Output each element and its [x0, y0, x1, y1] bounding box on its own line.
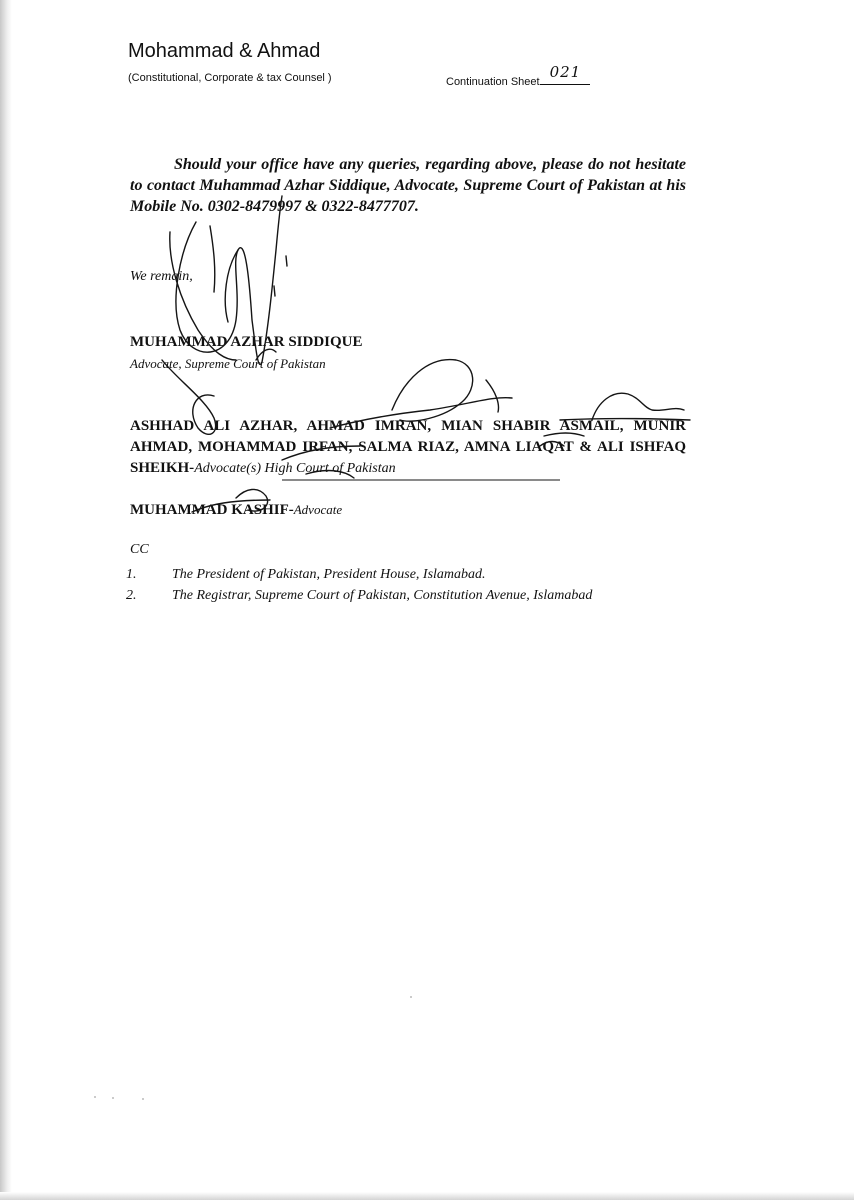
cc-item-text: The President of Pakistan, President House, Islamabad.: [172, 567, 486, 582]
scan-speck: [142, 1098, 144, 1100]
cc-item: [126, 587, 646, 605]
advocates-list: [130, 416, 686, 479]
advocate-kashif: [130, 502, 342, 519]
scan-speck: [410, 996, 412, 998]
continuation-sheet: [446, 63, 590, 88]
firm-name: Mohammad & Ahmad: [128, 40, 321, 62]
continuation-number-line: [540, 63, 590, 85]
signatory-name: MUHAMMAD AZHAR SIDDIQUE: [130, 334, 363, 350]
signatory-title: Advocate, Supreme Court of Pakistan: [130, 356, 326, 371]
cc-item-number: 2.: [126, 588, 137, 603]
cc-label: CC: [130, 542, 149, 557]
page-bottom-edge: [0, 1192, 854, 1200]
advocates-names: ASHHAD ALI AZHAR, AHMAD IMRAN, MIAN SHABIR ASMAIL, MUNIR AHMAD, MOHAMMAD IRFAN, SALMA RIAZ, AMNA LIAQAT & ALI ISHFAQ SHEIKH-: [130, 418, 686, 476]
closing-line: We remain,: [130, 269, 193, 284]
firm-subtitle: (Constitutional, Corporate & tax Counsel ): [128, 72, 332, 84]
cc-item: [126, 566, 646, 584]
continuation-label: Continuation Sheet: [446, 76, 540, 88]
scan-speck: [112, 1097, 114, 1099]
body-paragraph: Should your office have any queries, regarding above, please do not hesitate to contact Muhammad Azhar Siddique, Advocate, Supreme Court of Pakistan at his Mobile No. 0302-8479997 & 0322-8477707.: [130, 156, 686, 215]
kashif-name: MUHAMMAD KASHIF-: [130, 502, 294, 518]
advocates-role: Advocate(s) High Court of Pakistan: [194, 461, 396, 476]
kashif-role: Advocate: [293, 502, 343, 517]
cc-item-text: The Registrar, Supreme Court of Pakistan, Constitution Avenue, Islamabad: [172, 588, 593, 603]
continuation-number: 021: [549, 63, 582, 81]
scan-speck: [94, 1096, 96, 1098]
cc-list: [126, 566, 646, 608]
cc-item-number: 1.: [126, 567, 137, 582]
page-shadow-edge: [0, 0, 12, 1200]
